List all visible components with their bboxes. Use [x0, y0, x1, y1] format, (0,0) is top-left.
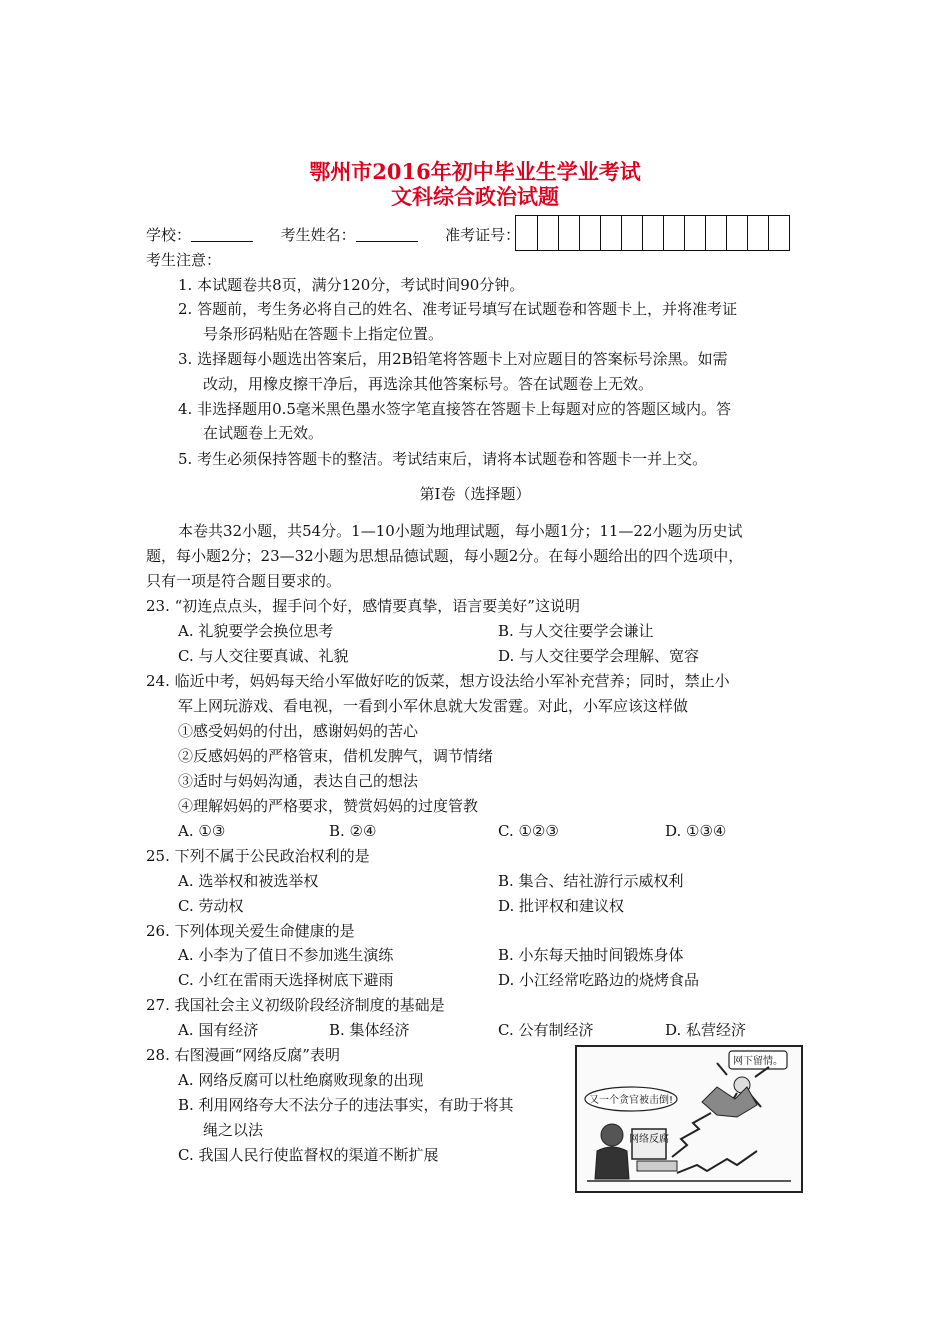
q28-option-b-cont: 绳之以法 [203, 1121, 264, 1139]
exam-subtitle: 文科综合政治试题 [391, 184, 559, 209]
cartoon-bubble-left: 又一个贪官被击倒! [588, 1095, 674, 1106]
note-2: 2. 答题前，考生务必将自己的姓名、准考证号填写在试题卷和答题卡上，并将准考证 [178, 300, 738, 318]
q24-statement-1: ①感受妈妈的付出，感谢妈妈的苦心 [178, 722, 419, 740]
q25-option-a: A. 选举权和被选举权 [178, 872, 319, 890]
q23-option-d: D. 与人交往要学会理解、宽容 [498, 647, 700, 665]
q26-stem: 26. 下列体现关爱生命健康的是 [146, 922, 355, 940]
info-row [146, 225, 520, 245]
section-title: 第Ⅰ卷（选择题） [419, 485, 531, 503]
note-3: 3. 选择题每小题选出答案后，用2B铅笔将答题卡上对应题目的答案标号涂黑。如需 [178, 350, 728, 368]
q26-option-a: A. 小李为了值日不参加逃生演练 [178, 946, 394, 964]
q27-option-d: D. 私营经济 [665, 1021, 747, 1039]
q23-option-c: C. 与人交往要真诚、礼貌 [178, 647, 349, 665]
note-3-cont: 改动，用橡皮擦干净后，再选涂其他答案标号。答在试题卷上无效。 [203, 375, 654, 393]
q24-option-b: B. ②④ [329, 822, 377, 840]
q28-stem: 28. 右图漫画“网络反腐”表明 [146, 1046, 340, 1064]
q26-option-b: B. 小东每天抽时间锻炼身体 [498, 946, 684, 964]
cartoon-bubble-right: 网下留情。 [733, 1056, 783, 1067]
exam-title: 鄂州市2016年初中毕业生学业考试 [309, 159, 641, 184]
cartoon-monitor-label: 网络反腐 [629, 1134, 669, 1145]
q27-option-b: B. 集体经济 [329, 1021, 410, 1039]
school-label: 学校： [146, 226, 192, 244]
id-label: 准考证号： [445, 226, 521, 244]
q27-option-c: C. 公有制经济 [498, 1021, 594, 1039]
intro-1: 本卷共32小题，共54分。1—10小题为地理试题，每小题1分；11—22小题为历史试 [178, 522, 743, 540]
q27-stem: 27. 我国社会主义初级阶段经济制度的基础是 [146, 996, 445, 1014]
q23-option-b: B. 与人交往要学会谦让 [498, 622, 654, 640]
q25-option-c: C. 劳动权 [178, 897, 244, 915]
q25-option-b: B. 集合、结社游行示威权利 [498, 872, 684, 890]
intro-2: 题，每小题2分；23—32小题为思想品德试题，每小题2分。在每小题给出的四个选项中， [146, 547, 744, 565]
q24-stem-1: 24. 临近中考，妈妈每天给小军做好吃的饭菜，想方设法给小军补充营养；同时，禁止小 [146, 672, 730, 690]
q25-option-d: D. 批评权和建议权 [498, 897, 625, 915]
school-blank[interactable] [191, 227, 253, 242]
q24-statement-3: ③适时与妈妈沟通，表达自己的想法 [178, 772, 419, 790]
note-2-cont: 号条形码粘贴在答题卡上指定位置。 [203, 325, 444, 343]
q24-statement-2: ②反感妈妈的严格管束，借机发脾气，调节情绪 [178, 747, 494, 765]
q26-option-c: C. 小红在雷雨天选择树底下避雨 [178, 971, 394, 989]
q24-stem-2: 军上网玩游戏、看电视，一看到小军休息就大发雷霆。对此，小军应该这样做 [178, 697, 689, 715]
q24-option-d: D. ①③④ [665, 822, 727, 840]
q24-statement-4: ④理解妈妈的严格要求，赞赏妈妈的过度管教 [178, 797, 479, 815]
cartoon-drawing [577, 1047, 801, 1191]
note-1: 1. 本试题卷共8页，满分120分，考试时间90分钟。 [178, 276, 525, 294]
q28-option-c: C. 我国人民行使监督权的渠道不断扩展 [178, 1146, 439, 1164]
intro-3: 只有一项是符合题目要求的。 [146, 572, 342, 590]
cartoon-image [575, 1045, 803, 1193]
q23-option-a: A. 礼貌要学会换位思考 [178, 622, 334, 640]
notes-heading: 考生注意： [146, 251, 222, 269]
note-5: 5. 考生必须保持答题卡的整洁。考试结束后，请将本试题卷和答题卡一并上交。 [178, 450, 708, 468]
q24-option-a: A. ①③ [178, 822, 226, 840]
note-4-cont: 在试题卷上无效。 [203, 424, 324, 442]
id-number-boxes[interactable] [515, 215, 790, 251]
q23-stem: 23. “初连点点头，握手问个好，感情要真挚，语言要美好”这说明 [146, 597, 580, 615]
q25-stem: 25. 下列不属于公民政治权利的是 [146, 847, 370, 865]
q26-option-d: D. 小江经常吃路边的烧烤食品 [498, 971, 700, 989]
name-label: 考生姓名： [280, 226, 356, 244]
q28-option-a: A. 网络反腐可以杜绝腐败现象的出现 [178, 1071, 424, 1089]
q24-option-c: C. ①②③ [498, 822, 559, 840]
q27-option-a: A. 国有经济 [178, 1021, 259, 1039]
note-4: 4. 非选择题用0.5毫米黑色墨水签字笔直接答在答题卡上每题对应的答题区域内。答 [178, 400, 731, 418]
q28-option-b: B. 利用网络夸大不法分子的违法事实，有助于将其 [178, 1096, 514, 1114]
name-blank[interactable] [356, 227, 418, 242]
